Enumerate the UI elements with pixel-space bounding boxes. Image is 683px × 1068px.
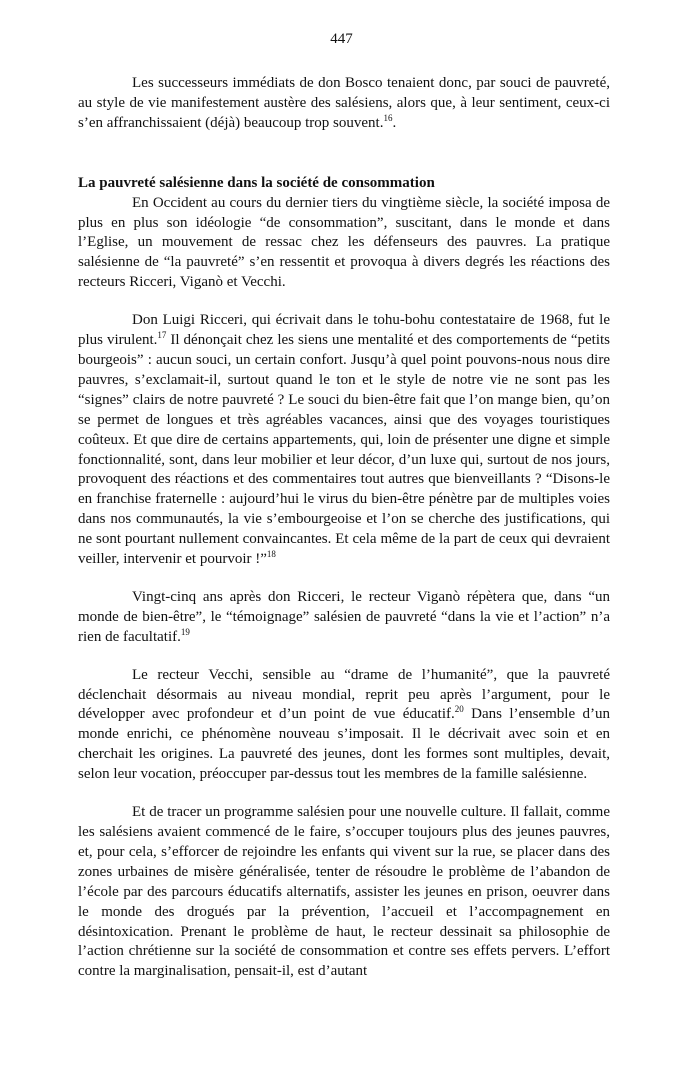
paragraph-4 xyxy=(78,588,610,648)
paragraph-text-start: Le recteur Vecchi, sensible au “drame de l’humanité”, que la pauvreté déclenchait désormais au niveau mondial, reprit peu après l’argument, pour le développer avec profondeur et d’un point de vue éducatif. xyxy=(78,666,610,723)
paragraph-3 xyxy=(78,311,610,570)
paragraph-text: Et de tracer un programme salésien pour une nouvelle culture. Il fallait, comme les salésiens avaient commencé de le faire, s’occuper toujours plus des jeunes pauvres, et, pour cela, s’efforcer de rejoindre les enfants qui vivent sur la rue, se placer dans des zones urbaines de misère généralisée, tenter de résoudre le problème de l’abandon de l’école par des parcours éducatifs alternatifs, assister les jeunes en prison, oeuvrer dans le monde des drogués par la prévention, l’accueil et l’accompagnement en désintoxication. Prenant le problème de haut, le recteur dessinait sa philosophie de l’action chrétienne sur la société de consommation et contre ses effets pervers. L’effort contre la marginalisation, pensait-il, est d’autant xyxy=(78,804,610,980)
footnote-ref-19: 19 xyxy=(180,626,190,637)
footnote-ref-20: 20 xyxy=(454,704,464,715)
paragraph-text: Il dénonçait chez les siens une mentalité et des comportements de “petits bourgeois” : aucun souci, un certain confort. Jusqu’à quel point pouvons-nous nous dire pauvres, s’exclamait-il, surtout quand le ton et le style de notre vie ne sont pas les “signes” clairs de notre pauvreté ? Le souci du bien-être fait que l’on mange bien, qu’on se permet de longues et très agréables vacances, ainsi que des voyages touristiques coûteux. Et que dire de certains appartements, qui, loin de présenter une digne et simple fonctionnalité, sont, dans leur mobilier et leur décor, d’un luxe qui, surtout de nos jours, provoquent des réactions et des commentaires tout autres que bienveillants ? “Disons-le en franchise fraternelle : aujourd’hui le virus du bien-être pénètre par de multiples voies dans nos communautés, la vie s’embourgeoise et l’on se cherche des justifications, qui ne sont pourtant nullement convaincantes. Et cela même de la part de ceux qui devraient veiller, intervenir et pourvoir !” xyxy=(78,332,610,568)
paragraph-1 xyxy=(78,74,610,134)
paragraph-text: Vingt-cinq ans après don Ricceri, le recteur Viganò répètera que, dans “un monde de bien-être”, le “témoignage” salésien de pauvreté “dans la vie et l’action” n’a rien de facultatif. xyxy=(78,588,610,645)
paragraph-text: Dans l’ensemble d’un monde enrichi, ce phénomène nouveau s’imposait. Il le décrivait avec soin et en cherchait les origines. La pauvreté des jeunes, dont les formes sont multiples, devait, selon leur vocation, préoccuper par-dessus tout les membres de la famille salésienne. xyxy=(78,706,610,783)
footnote-ref-16: 16 xyxy=(383,112,393,123)
paragraph-text-start: Don Luigi Ricceri, qui écrivait dans le tohu-bohu contestataire de 1968, fut le plus virulent. xyxy=(78,312,610,349)
paragraph-text: En Occident au cours du dernier tiers du vingtième siècle, la société imposa de plus en plus son idéologie “de consommation”, suscitant, dans le monde et dans l’Eglise, un mouvement de ressac chez les défenseurs des pauvres. La pratique salésienne de “la pauvreté” s’en ressentit et provoqua à divers degrés les réactions des recteurs Ricceri, Viganò et Vecchi. xyxy=(78,194,610,291)
section-heading: La pauvreté salésienne dans la société de consommation xyxy=(78,174,435,191)
paragraph-5 xyxy=(78,666,610,785)
footnote-ref-18: 18 xyxy=(266,549,276,560)
paragraph-6 xyxy=(78,803,610,982)
paragraph-text-end: . xyxy=(392,114,397,131)
paragraph-2 xyxy=(78,194,610,294)
paragraph-text: Les successeurs immédiats de don Bosco tenaient donc, par souci de pauvreté, au style de vie manifestement austère des salésiens, alors que, à leur sentiment, ceux-ci s’en affranchissaient (déjà) beaucoup trop souvent. xyxy=(78,75,610,131)
page-body xyxy=(78,74,610,982)
page-number: 447 xyxy=(330,31,353,47)
footnote-ref-17: 17 xyxy=(157,330,167,341)
